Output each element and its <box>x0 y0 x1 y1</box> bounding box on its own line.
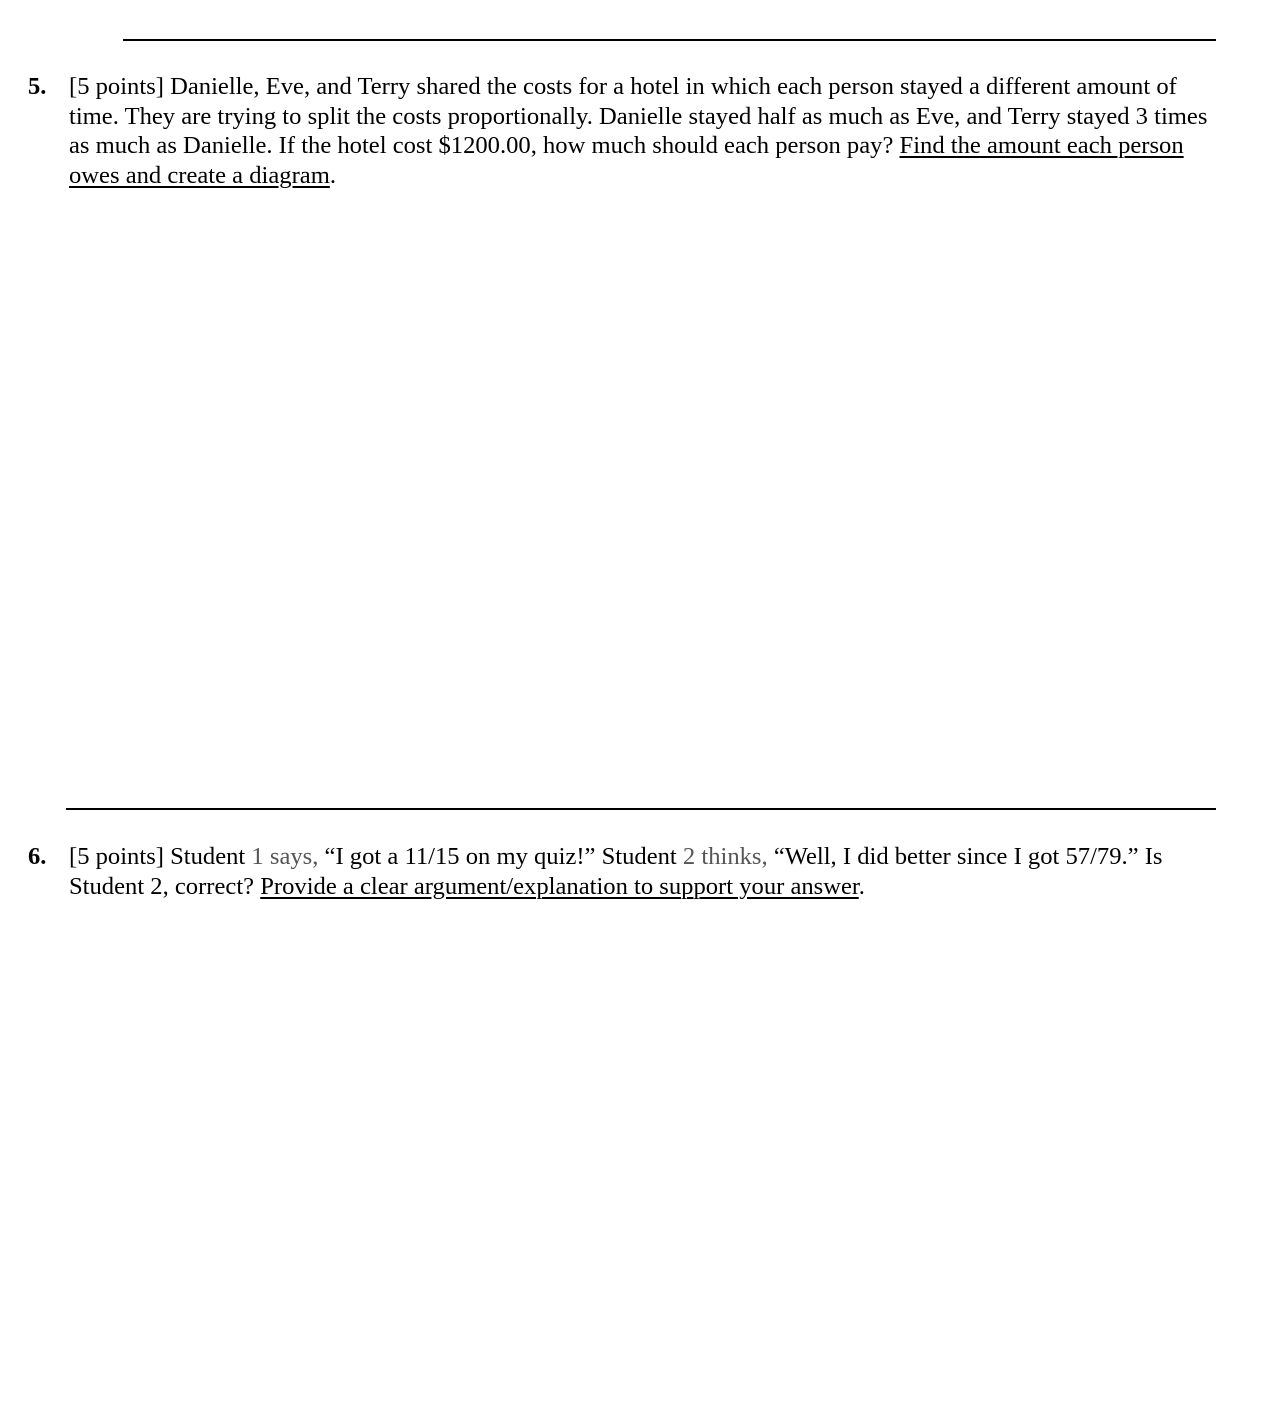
question-5-text: [5 points] Danielle, Eve, and Terry shared the costs for a hotel in which each person stayed a different amount of time. They are trying to split the costs proportionally. Danielle stayed half as much as Eve, and Terry stayed 3 times as much as Danielle. If the hotel cost $1200.00, how much should each person pay? <box>69 73 1208 159</box>
question-6-text-a: [5 points] Student <box>69 843 246 870</box>
middle-divider <box>66 808 1216 810</box>
question-6-thinks: thinks, <box>701 843 768 870</box>
question-5-end: . <box>329 161 336 189</box>
question-6 <box>28 842 1218 901</box>
question-6-number: 6. <box>28 843 47 870</box>
question-6-student-2-number: 2 <box>682 843 696 870</box>
question-5-number: 5. <box>28 73 47 100</box>
question-5 <box>28 72 1218 190</box>
question-6-end: . <box>858 872 865 900</box>
question-6-student-1-number: 1 <box>251 843 264 870</box>
top-divider <box>123 39 1216 41</box>
question-6-text-b: “I got a 11/15 on my quiz!” Student <box>324 843 677 870</box>
question-5-body <box>69 72 1218 190</box>
question-6-says: says, <box>269 843 319 870</box>
question-6-instruction: Provide a clear argument/explanation to support your answer <box>260 872 859 900</box>
question-6-text-c: “Well, I did better since I got 57/79.” Is Student 2, correct? <box>69 843 1163 900</box>
question-5-instruction: Find the amount each person owes and create a diagram <box>69 132 1184 189</box>
question-6-body <box>69 842 1218 901</box>
